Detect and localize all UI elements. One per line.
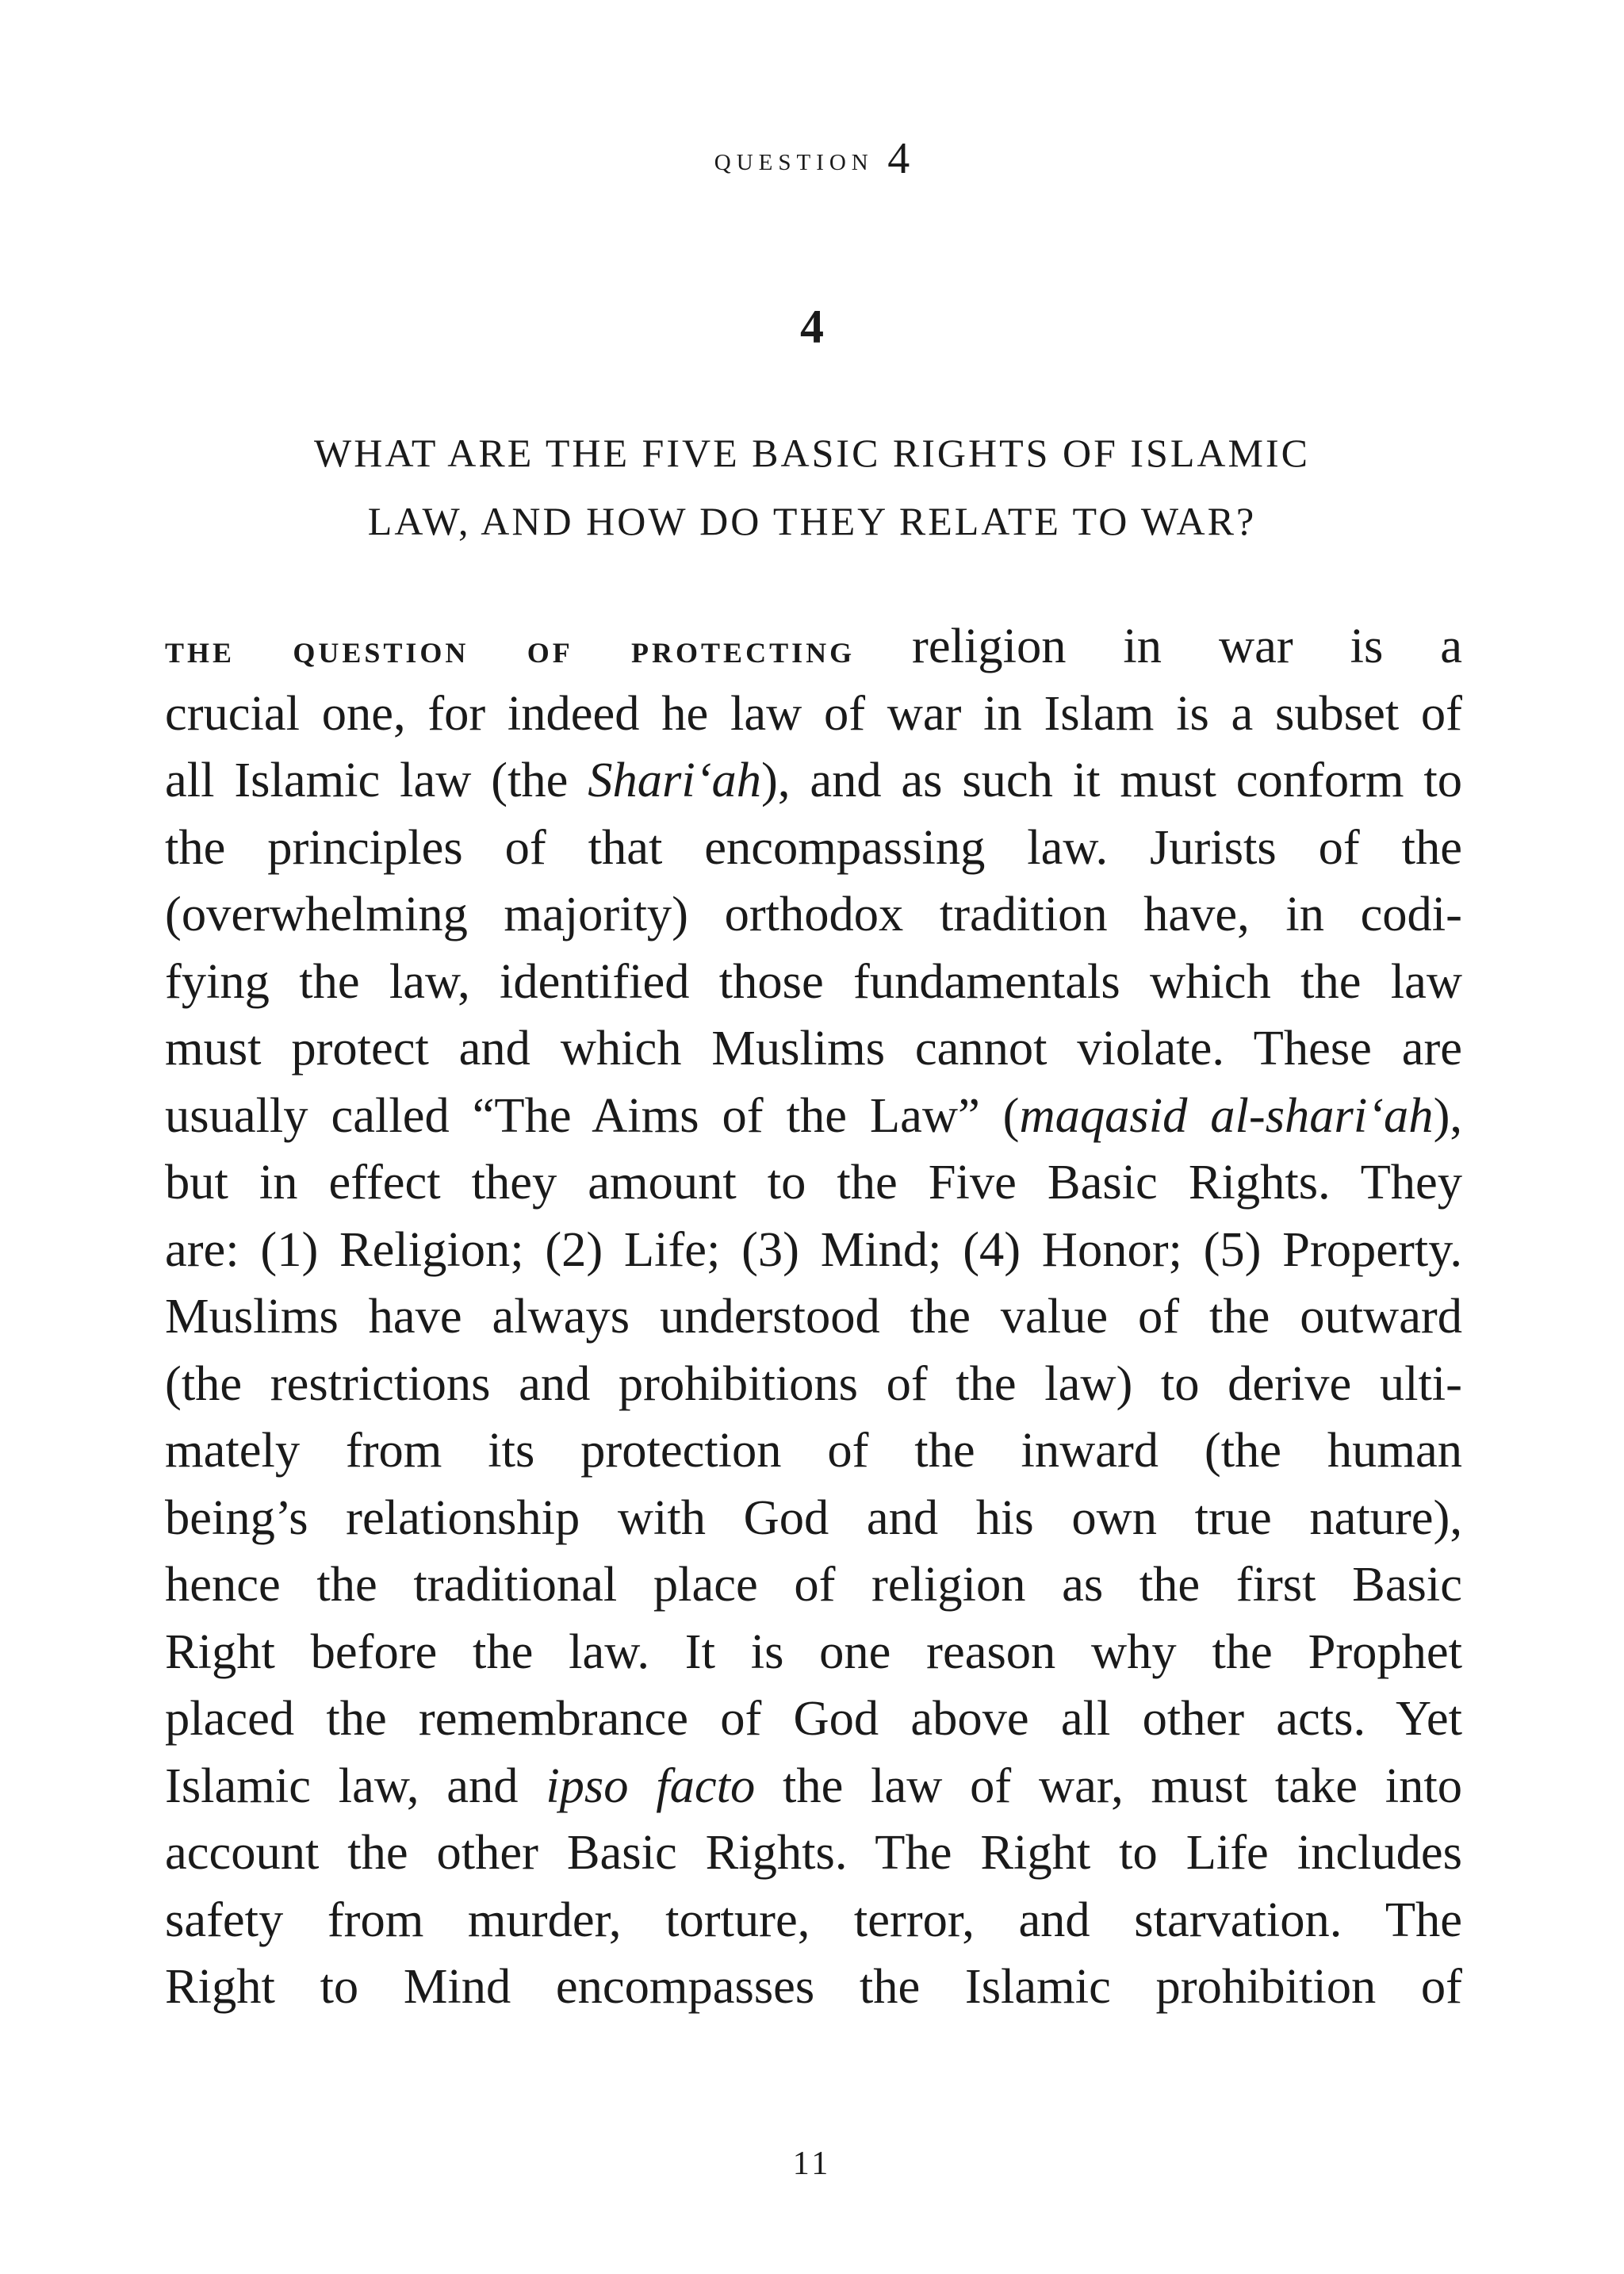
- page-number: 11: [792, 2146, 832, 2182]
- text-run: all Islamic law (the: [165, 752, 588, 807]
- text-line: account the other Basic Rights. The Right to Life includes: [165, 1824, 1462, 1880]
- text-line: crucial one, for indeed he law of war in Islam is a subset of: [165, 685, 1462, 741]
- text-line: safety from murder, torture, terror, and starvation. The: [165, 1891, 1462, 1947]
- chapter-title-line-1: WHAT ARE THE FIVE BASIC RIGHTS OF ISLAMIC: [314, 431, 1310, 475]
- text-line: Right before the law. It is one reason why the Prophet: [165, 1623, 1462, 1679]
- lead-in: the question of protecting: [165, 627, 856, 672]
- text-line: [165, 746, 1462, 814]
- text-run: ), and as such it must conform to: [761, 752, 1462, 807]
- italic-term: maqasid al-shari‘ah: [1019, 1087, 1434, 1143]
- text-line: Right to Mind encompasses the Islamic prohibition of: [165, 1958, 1462, 2014]
- text-line: are: (1) Religion; (2) Life; (3) Mind; (4) Honor; (5) Property.: [165, 1221, 1462, 1277]
- text-line: [165, 1082, 1462, 1149]
- chapter-title-line-2: LAW, AND HOW DO THEY RELATE TO WAR?: [367, 499, 1257, 543]
- text-line-rest: religion in war is a: [855, 618, 1462, 673]
- text-line: [165, 1752, 1462, 1820]
- text-line: placed the remembrance of God above all other acts. Yet: [165, 1690, 1462, 1746]
- text-run: the law of war, must take into: [755, 1757, 1462, 1813]
- text-line: hence the traditional place of religion as the first Basic: [165, 1556, 1462, 1612]
- running-head-number: 4: [887, 134, 910, 183]
- text-line: fying the law, identified those fundamentals which the law: [165, 953, 1462, 1009]
- running-head-label: question: [714, 141, 874, 178]
- text-line: (the restrictions and prohibitions of the law) to derive ulti-: [165, 1355, 1462, 1411]
- italic-term: Shari‘ah: [588, 752, 762, 807]
- text-line: but in effect they amount to the Five Basic Rights. They: [165, 1154, 1462, 1210]
- text-line: the principles of that encompassing law. Jurists of the: [165, 819, 1462, 875]
- text-line: (overwhelming majority) orthodox tradition have, in codi-: [165, 886, 1462, 941]
- text-run: usually called “The Aims of the Law” (: [165, 1087, 1020, 1143]
- chapter-number: 4: [800, 301, 824, 353]
- body-paragraph: [165, 612, 1462, 2020]
- text-line: must protect and which Muslims cannot violate. These are: [165, 1020, 1462, 1076]
- chapter-title: [182, 419, 1442, 555]
- text-line: being’s relationship with God and his own true nature),: [165, 1489, 1462, 1545]
- running-head: [0, 133, 1624, 184]
- text-run: Islamic law, and: [165, 1757, 546, 1813]
- text-run: ),: [1433, 1087, 1463, 1143]
- text-line: Muslims have always understood the value of the outward: [165, 1288, 1462, 1344]
- italic-term: ipso facto: [546, 1757, 756, 1813]
- text-line: mately from its protection of the inward (the human: [165, 1422, 1462, 1478]
- text-line: [165, 612, 1462, 680]
